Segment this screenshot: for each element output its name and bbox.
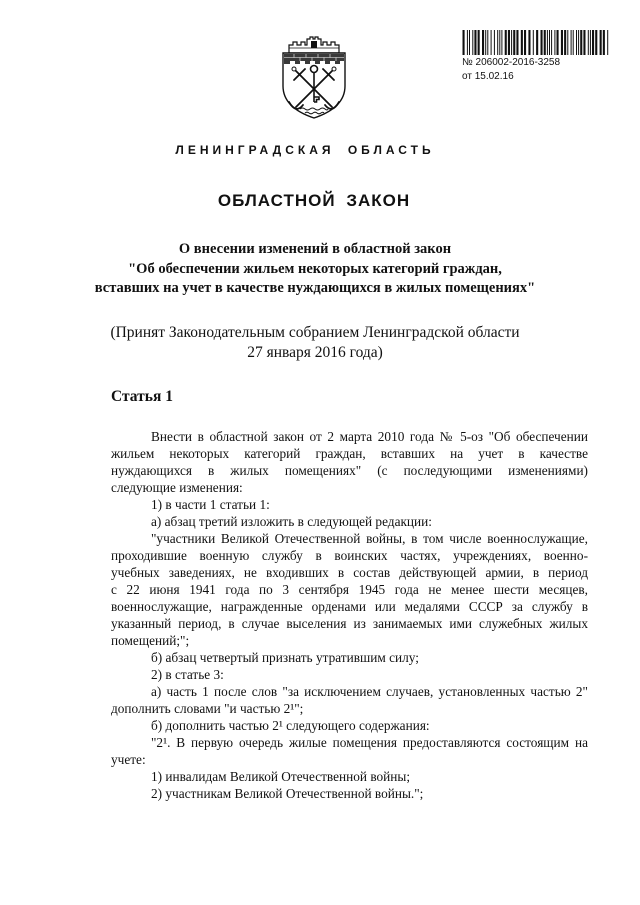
paragraph: [111, 666, 588, 683]
barcode-bar: [554, 30, 555, 55]
paragraph: [111, 683, 588, 717]
barcode-bar: [467, 30, 468, 55]
barcode-bar: [592, 30, 594, 55]
barcode-bar: [541, 30, 543, 55]
barcode-bar: [578, 30, 579, 55]
barcode-bar: [516, 30, 518, 55]
paragraph-line: "2¹. В первую очередь жилые помещения предоставляются состоящим на: [151, 735, 588, 750]
barcode-bar: [528, 30, 530, 55]
barcode-bar: [603, 30, 605, 55]
paragraph: [111, 785, 588, 802]
document-type-heading: ОБЛАСТНОЙ ЗАКОН: [217, 191, 411, 210]
paragraph: [111, 530, 588, 649]
barcode-bar: [588, 30, 589, 55]
barcode-bar: [485, 30, 486, 55]
paragraph-line: дополнить словами "и частью 2¹";: [111, 701, 304, 716]
barcode-bar: [571, 30, 572, 55]
paragraph: [111, 428, 588, 496]
barcode-bar: [544, 30, 546, 55]
registration-number: № 206002-2016-3258: [462, 57, 561, 68]
article-heading: Статья 1: [111, 388, 173, 405]
law-title-line: вставших на учет в качестве нуждающихся в жилых помещениях": [94, 280, 536, 296]
barcode-bar: [487, 30, 488, 55]
paragraph-line: Внести в областной закон от 2 марта 2010 года № 5-оз "Об обеспечении: [151, 429, 588, 444]
barcode-bar: [595, 30, 597, 55]
coat-of-arms-icon: [279, 36, 349, 120]
barcode-bar: [533, 30, 534, 55]
barcode-bar: [590, 30, 591, 55]
barcode-bar: [551, 30, 552, 55]
registration-date: от 15.02.16: [462, 71, 514, 82]
barcode-bar: [494, 30, 495, 55]
paragraph-line: с 22 июня 1941 года по 3 сентября 1945 года не менее шести месяцев,: [111, 582, 588, 597]
barcode-bar: [583, 30, 585, 55]
paragraph: [111, 649, 588, 666]
adoption-note-line: 27 января 2016 года): [247, 344, 383, 361]
paragraph: [111, 513, 588, 530]
barcode-bar: [580, 30, 582, 55]
paragraph-line: указанный период, в случае выселения из занимаемых ими служебных жилых: [111, 616, 588, 631]
paragraph-line: 2) участникам Великой Отечественной войны.";: [151, 786, 424, 801]
paragraph: [111, 496, 588, 513]
barcode-bar: [497, 30, 498, 55]
barcode-bar: [561, 30, 563, 55]
article-body: [111, 428, 588, 802]
barcode-bar: [474, 30, 476, 55]
paragraph-line: 1) инвалидам Великой Отечественной войны;: [151, 769, 411, 784]
barcode-bar: [576, 30, 577, 55]
paragraph-line: а) часть 1 после слов "за исключением случаев, установленных частью 2": [151, 684, 588, 699]
barcode-bar: [472, 30, 473, 55]
barcode-bar: [478, 30, 480, 55]
paragraph-line: помещений;";: [111, 633, 190, 648]
paragraph-line: а) абзац третий изложить в следующей редакции:: [151, 514, 432, 529]
barcode-bar: [482, 30, 484, 55]
barcode-bar: [600, 30, 602, 55]
paragraph-line: следующие изменения:: [111, 480, 243, 495]
paragraph-line: учете:: [111, 752, 146, 767]
barcode-bar: [513, 30, 515, 55]
barcode-bar: [564, 30, 566, 55]
barcode-bar: [511, 30, 512, 55]
barcode-bar: [557, 30, 559, 55]
paragraph-line: б) абзац четвертый признать утратившим силу;: [151, 650, 419, 665]
paragraph-line: 2) в статье 3:: [151, 667, 224, 682]
law-title-line: О внесении изменений в областной закон: [178, 241, 452, 257]
barcode-bar: [536, 30, 538, 55]
law-title-line: "Об обеспечении жильем некоторых категорий граждан,: [128, 260, 502, 277]
barcode-bar: [469, 30, 470, 55]
barcode-bar: [573, 30, 574, 55]
barcode-bar: [547, 30, 548, 55]
paragraph: [111, 768, 588, 785]
paragraph-line: жильем некоторых категорий граждан, вставших на учет в качестве: [111, 446, 588, 461]
barcode-icon: [462, 30, 610, 55]
region-heading: ЛЕНИНГРАДСКАЯ ОБЛАСТЬ: [175, 143, 435, 157]
barcode-bar: [508, 30, 510, 55]
adoption-note: [0, 323, 630, 363]
paragraph-line: проходившие военную службу в воинских частях, учреждениях, военно-: [111, 548, 588, 563]
barcode-bar: [501, 30, 502, 55]
paragraph: [111, 734, 588, 768]
barcode-bar: [524, 30, 526, 55]
barcode-bar: [505, 30, 507, 55]
law-title: [0, 240, 630, 299]
paragraph: [111, 717, 588, 734]
adoption-note-line: (Принят Законодательным собранием Ленинградской области: [110, 324, 520, 341]
barcode-bar: [607, 30, 608, 55]
paragraph-line: б) дополнить частью 2¹ следующего содержания:: [151, 718, 430, 733]
barcode-bar: [567, 30, 568, 55]
barcode-bar: [499, 30, 500, 55]
barcode-bar: [521, 30, 523, 55]
barcode-bar: [463, 30, 465, 55]
paragraph-line: учебных заведениях, не входивших в состав действующей армии, в период: [111, 565, 588, 580]
paragraph-line: военнослужащие, награжденные орденами или медалями СССР за службу в: [111, 599, 588, 614]
paragraph-line: 1) в части 1 статьи 1:: [151, 497, 270, 512]
barcode-bar: [549, 30, 550, 55]
barcode-bar: [491, 30, 492, 55]
paragraph-line: нуждающихся в жилых помещениях" (с последующими изменениями): [111, 463, 588, 478]
paragraph-line: "участники Великой Отечественной войны, в том числе военнослужащие,: [151, 531, 588, 546]
